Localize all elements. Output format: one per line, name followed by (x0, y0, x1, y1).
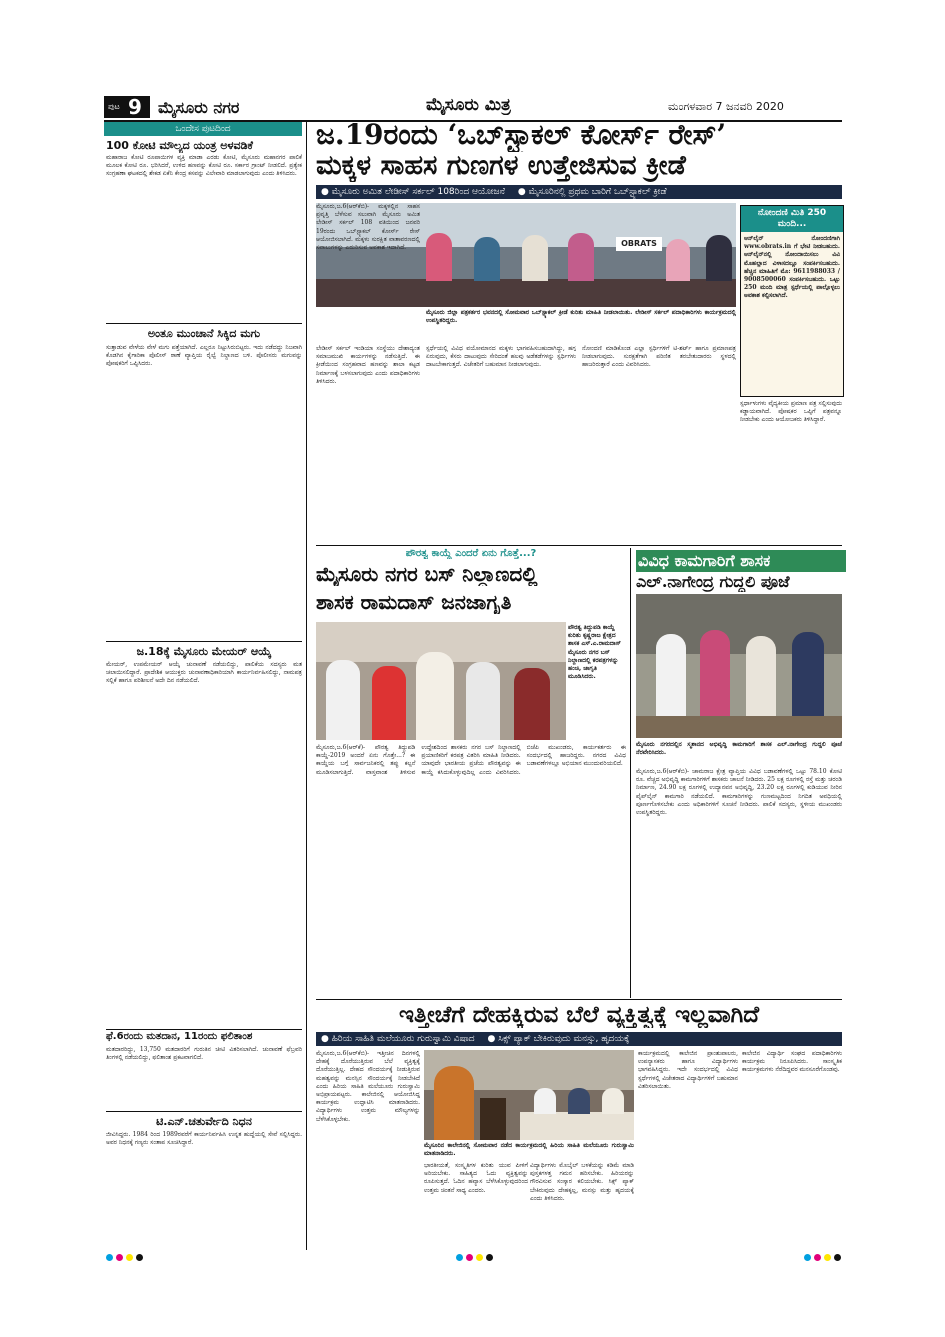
bottom-body-col-5: ಕಾಲೇಜಿನ ವಿದ್ಯಾರ್ಥಿ ಸಂಘದ ಪದಾಧಿಕಾರಿಗಳು ಕಾರ್ಯಕ್ರಮ ನಿರೂಪಿಸಿದರು. ಸಾಂಸ್ಕೃತಿಕ ಕಾರ್ಯಕ್ರಮಗಳು ನೆರೆದಿದ್ದವರ ಮನಸೂರೆಗೊಂಡವು. (742, 1050, 842, 1074)
mla-body: ಮೈಸೂರು,ಜ.6(ಆರ್‌ಕೆಬಿ)- ಚಾಮರಾಜ ಕ್ಷೇತ್ರ ವ್ಯಾಪ್ತಿಯ ವಿವಿಧ ಬಡಾವಣೆಗಳಲ್ಲಿ ಒಟ್ಟು 78.10 ಕೋಟಿ ರೂ. ವೆಚ್ಚದ ಅಭಿವೃದ್ಧಿ ಕಾಮಗಾರಿಗಳಿಗೆ ಶಾಸಕರು ಚಾಲನೆ ನೀಡಿದರು. 25 ಲಕ್ಷ ರೂಗಳಲ್ಲಿ ರಸ್ತೆ ಮತ್ತು ಚರಂಡಿ ನಿರ್ಮಾಣ, 24.90 ಲಕ್ಷ ರೂಗಳಲ್ಲಿ ಉದ್ಯಾನವನ ಅಭಿವೃದ್ಧಿ, 23.20 ಲಕ್ಷ ರೂಗಳಲ್ಲಿ ಕುಡಿಯುವ ನೀರಿನ ಪೈಪ್‌ಲೈನ್ ಕಾಮಗಾರಿ ನಡೆಯಲಿದೆ. ಕಾಮಗಾರಿಗಳನ್ನು ಗುಣಮಟ್ಟದಿಂದ ನಿಗದಿತ ಅವಧಿಯಲ್ಲಿ ಪೂರ್ಣಗೊಳಿಸಬೇಕು ಎಂದು ಅಧಿಕಾರಿಗಳಿಗೆ ಸೂಚನೆ ನೀಡಿದರು. ಪಾಲಿಕೆ ಸದಸ್ಯರು, ಸ್ಥಳೀಯ ಮುಖಂಡರು ಉಪಸ್ಥಿತರಿದ್ದರು. (636, 768, 842, 817)
story4-title: ಫೆ.6ರಂದು ಮತದಾನ, 11ರಂದು ಫಲಿತಾಂಶ (106, 1031, 253, 1042)
lead-headline-1: ಜ.19ರಂದು ‘ಒಬ್‌ಸ್ಟ್ಯಾಕಲ್ ಕೋರ್ಸ್ ರೇಸ್’ (316, 118, 727, 151)
story5-title: ಟಿ.ಎನ್.ಚತುರ್ವೇದಿ ನಿಧನ (156, 1115, 252, 1128)
bus-body: ಮೈಸೂರು,ಜ.6(ಆರ್‌ಕೆ)- ಪೌರತ್ವ ತಿದ್ದುಪಡಿ ಕಾಯ್ದೆ-2019 ಅಂದರೆ ಏನು ಗೊತ್ತೇ...? ಈ ಕಾಯ್ದೆಯ ಬಗ್ಗೆ ಸಾರ್ವಜನಿಕರಲ್ಲಿ ತಪ್ಪು ಕಲ್ಪನೆ ಮೂಡಿಸಲಾಗುತ್ತಿದೆ. ವಾಸ್ತವಾಂಶ ತಿಳಿಸುವ ಉದ್ದೇಶದಿಂದ ಶಾಸಕರು ನಗರ ಬಸ್ ನಿಲ್ದಾಣದಲ್ಲಿ ಪ್ರಯಾಣಿಕರಿಗೆ ಕರಪತ್ರ ವಿತರಿಸಿ ಮಾಹಿತಿ ನೀಡಿದರು. ಯಾವುದೇ ಭಾರತೀಯ ಪ್ರಜೆಯ ಪೌರತ್ವವನ್ನು ಈ ಕಾಯ್ದೆ ಕಸಿದುಕೊಳ್ಳುವುದಿಲ್ಲ ಎಂದು ವಿವರಿಸಿದರು. ಬಿಜೆಪಿ ಮುಖಂಡರು, ಕಾರ್ಯಕರ್ತರು ಈ ಸಂದರ್ಭದಲ್ಲಿ ಹಾಜರಿದ್ದರು. ನಗರದ ವಿವಿಧ ಬಡಾವಣೆಗಳಲ್ಲೂ ಅಭಿಯಾನ ಮುಂದುವರಿಯಲಿದೆ. (316, 744, 626, 776)
story2-title: ಅಂತೂ ಮುಂಚಾನೆ ಸಿಕ್ಕಿದ ಮಗು (147, 327, 261, 340)
reg-dot-magenta (466, 1254, 473, 1261)
reg-dot-cyan (804, 1254, 811, 1261)
page-label: ಪುಟ (108, 102, 120, 111)
registration-body: ಆನ್‌ಲೈನ್ ನೋಂದಣಿಗಾಗಿ www.obrats.in ಗೆ ಭೇಟಿ ನೀಡಬಹುದು. ಆನ್‌ಲೈನ್‌ನಲ್ಲಿ ನೋಂದಾಯಿಸಲು ವಿವಿ ಮೊಹಲ್ಲಾದ ವಿಳಾಸದಲ್ಲೂ ಸಂಪರ್ಕಿಸಬಹುದು. ಹೆಚ್ಚಿನ ಮಾಹಿತಿಗೆ ಮೊ: 9611988033 / 9008500060 ಸಂಪರ್ಕಿಸಬಹುದು. ಒಟ್ಟು 250 ಮಂದಿ ಮಾತ್ರ ಸ್ಪರ್ಧೆಯಲ್ಲಿ ಪಾಲ್ಗೊಳ್ಳಲು ಅವಕಾಶ ಕಲ್ಪಿಸಲಾಗಿದೆ. (744, 235, 840, 300)
reg-dot-black (834, 1254, 841, 1261)
bottom-kicker-2: ಸಿಕ್ಸ್ ಪ್ಯಾಕ್ ಬೇಕಿರುವುದು ಮನಸ್ಸು, ಹೃದಯಕ್ಕೆ (498, 1034, 630, 1044)
issue-date: ಮಂಗಳವಾರ 7 ಜನವರಿ 2020 (668, 100, 784, 113)
bus-kicker: ಪೌರತ್ವ ಕಾಯ್ದೆ ಎಂದರೆ ಏನು ಗೊತ್ತೆ...? (405, 548, 537, 559)
story3-body: ಮೇಯರ್, ಉಪಮೇಯರ್ ಆಯ್ಕೆ ಚುನಾವಣೆ ನಡೆಯಲಿದ್ದು, ಪಾಲಿಕೆಯ ಸದಸ್ಯರು ಮತ ಚಲಾಯಿಸಲಿದ್ದಾರೆ. ಪ್ರಾದೇಶಿಕ ಆಯುಕ್ತರು ಚುನಾವಣಾಧಿಕಾರಿಯಾಗಿ ಕಾರ್ಯನಿರ್ವಹಿಸಲಿದ್ದು, ನಾಮಪತ್ರ ಸಲ್ಲಿಕೆ ಹಾಗೂ ಪರಿಶೀಲನೆ ಅದೇ ದಿನ ನಡೆಯಲಿದೆ. (106, 661, 302, 685)
kicker-bullet: ● (487, 1034, 496, 1044)
mla-headline-1: ವಿವಿಧ ಕಾಮಗಾರಿಗೆ ಶಾಸಕ (636, 550, 846, 572)
lead-headline-2: ಮಕ್ಕಳ ಸಾಹಸ ಗುಣಗಳ ಉತ್ತೇಜಿಸುವ ಕ್ರೀಡೆ (316, 150, 686, 181)
lead-kicker-1: ಮೈಸೂರು ಅಮಿತ ಲೇಡೀಸ್ ಸರ್ಕಲ್ 108ರಿಂದ ಆಯೋಜನೆ (331, 187, 505, 197)
story5-body: ಜೀವಿಸಿದ್ದರು. 1984 ರಿಂದ 1989ರವರೆಗೆ ಕಾರ್ಯನಿರ್ವಹಿಸಿ ಉನ್ನತ ಹುದ್ದೆಯಲ್ಲಿ ಸೇವೆ ಸಲ್ಲಿಸಿದ್ದರು. ಅವರ ನಿಧನಕ್ಕೆ ಗಣ್ಯರು ಸಂತಾಪ ಸೂಚಿಸಿದ್ದಾರೆ. (106, 1131, 302, 1147)
reg-dot-magenta (116, 1254, 123, 1261)
page-number: 9 (128, 95, 142, 119)
bottom-headline: ಇತ್ತೀಚೆಗೆ ದೇಹಕ್ಕಿರುವ ಬೆಲೆ ವ್ಯಕ್ತಿತ್ವಕ್ಕೆ ಇಲ್ಲವಾಗಿದೆ (399, 1001, 759, 1028)
reg-dot-magenta (814, 1254, 821, 1261)
lead-photo-caption: ಮೈಸೂರು ಜಿಲ್ಲಾ ಪತ್ರಕರ್ತರ ಭವನದಲ್ಲಿ ಸೋಮವಾರ ಒಬ್‌ಸ್ಟ್ಯಾಕಲ್ ಕ್ರೀಡೆ ಕುರಿತು ಮಾಹಿತಿ ನೀಡಲಾಯಿತು. ಲೇಡೀಸ್ ಸರ್ಕಲ್ ಪದಾಧಿಕಾರಿಗಳು ಕಾರ್ಯಕ್ರಮದಲ್ಲಿ ಉಪಸ್ಥಿತರಿದ್ದರು. (426, 309, 736, 325)
lead-body-col-1: ಮೈಸೂರು,ಜ.6(ಆರ್‌ಕೆಬಿ)- ಮಕ್ಕಳಲ್ಲಿನ ಸಾಹಸ ಪ್ರವೃತ್ತಿ ಬೆಳೆಸುವ ಸಲುವಾಗಿ ಮೈಸೂರು ಅಮಿತ ಲೇಡೀಸ್ ಸರ್ಕಲ್ 108 ವತಿಯಿಂದ ಜನವರಿ 19ರಂದು ಒಬ್‌ಸ್ಟ್ಯಾಕಲ್ ಕೋರ್ಸ್ ರೇಸ್ ಆಯೋಜಿಸಲಾಗಿದೆ. ಮಕ್ಕಳು ಸುರಕ್ಷಿತ ವಾತಾವರಣದಲ್ಲಿ ಸವಾಲುಗಳನ್ನು ಎದುರಿಸುವ ಅವಕಾಶ ಇದಾಗಿದೆ. (316, 203, 420, 252)
obrats-banner: OBRATS (616, 237, 662, 251)
reg-dot-black (486, 1254, 493, 1261)
bottom-body-col-2: ಭಾರತೀಯತೆ, ಸಂಸ್ಕೃತಿಗಳ ಕುರಿತು ಯುವ ಪೀಳಿಗೆ ಅರಿಯಬೇಕು. ಸಾಹಿತ್ಯದ ಓದು ವ್ಯಕ್ತಿತ್ವವನ್ನು ರೂಪಿಸುತ್ತದೆ. ಓದಿನ ಹವ್ಯಾಸ ಬೆಳೆಸಿಕೊಳ್ಳುವುದರಿಂದ ಉತ್ತಮ ಚಿಂತನೆ ಸಾಧ್ಯ ಎಂದರು. (424, 1162, 528, 1194)
reg-dot-yellow (824, 1254, 831, 1261)
bottom-body-col-3: ವಿದ್ಯಾರ್ಥಿಗಳು ಮೊಬೈಲ್ ಬಳಕೆಯನ್ನು ಕಡಿಮೆ ಮಾಡಿ ಪುಸ್ತಕಗಳತ್ತ ಗಮನ ಹರಿಸಬೇಕು. ಹಿರಿಯರನ್ನು ಗೌರವಿಸುವ ಸಂಸ್ಕಾರ ಕಲಿಯಬೇಕು. ಸಿಕ್ಸ್ ಪ್ಯಾಕ್ ಬೇಕಿರುವುದು ದೇಹಕ್ಕಲ್ಲ, ಮನಸ್ಸು ಮತ್ತು ಹೃದಯಕ್ಕೆ ಎಂದು ತಿಳಿಸಿದರು. (530, 1162, 634, 1202)
story4-body: ಮತದಾರರಿದ್ದು, 13,750 ಮತದಾರರಿಗೆ ಗುರುತಿನ ಚೀಟಿ ವಿತರಿಸಲಾಗಿದೆ. ಚುನಾವಣೆ ಫೆಬ್ರವರಿ ತಿಂಗಳಲ್ಲಿ ನಡೆಯಲಿದ್ದು, ಫಲಿತಾಂಶ ಪ್ರಕಟವಾಗಲಿದೆ. (106, 1046, 302, 1062)
reg-dot-yellow (126, 1254, 133, 1261)
story1-title: 100 ಕೋಟಿ ಮೌಲ್ಯದ ಯಂತ್ರ ಅಳವಡಿಕೆ (106, 139, 253, 152)
story2-body: ಸುತ್ತಾಡುವ ವೇಳೆಯ ವೇಳೆ ಮಗು ಪತ್ತೆಯಾಗಿದೆ. ಎಲ್ಲರೂ ನಿಟ್ಟುಸಿರುಬಿಟ್ಟರು. ಇದು ನಡೆದದ್ದು ನಿಜವಾಗಿ ಕೊಡಗಿನ ಕೈಗಾರಿಕಾ ಪೊಲೀಸ್ ಠಾಣೆ ವ್ಯಾಪ್ತಿಯ ರೈಲ್ವೆ ನಿಲ್ದಾಣದ ಬಳಿ. ಪೊಲೀಸರು ಮಗುವನ್ನು ಪೋಷಕರಿಗೆ ಒಪ್ಪಿಸಿದರು. (106, 344, 302, 368)
kicker-bullet: ● (517, 187, 526, 197)
reg-dot-cyan (106, 1254, 113, 1261)
paper-name: ಮೈಸೂರು ಮಿತ್ರ (426, 95, 511, 115)
kicker-bullet: ● (321, 187, 329, 197)
story1-body: ಮಹಾರಾಜ ಕೋಟಿ ರೂಪಾಯಿಗಳ ವ್ಯಕ್ತಿ ಮಾಡಾ ಎರಡು ಕೋಟಿ, ಮೈಸೂರು ಮಹಾನಗರ ಪಾಲಿಕೆ ಮೂಲಕ ಕೋಟಿ ರೂ. ಭರಿಸಿದರೆ, ಉಳಿದ ಹಣವನ್ನು ಕೋಟಿ ರೂ. ಸರ್ಕಾರ ಗ್ರಾಂಟ್ ನೀಡಲಿದೆ. ಪ್ರತ್ಯೇಕ ಸಂಗ್ರಹಣಾ ಘಟಕದಲ್ಲಿ ಶೇಕಡ ಏಕೆನಿ ಕೇಂದ್ರ ಕಸವನ್ನು ವಿಲೇವಾರಿ ಮಾಡಲಾಗುವುದು ಎಂದು ತಿಳಿಸಿದರು. (106, 154, 302, 178)
lead-body-col-2: ಲೇಡೀಸ್ ಸರ್ಕಲ್ ಇಂಡಿಯಾ ಸಂಸ್ಥೆಯು ದೇಶಾದ್ಯಂತ ಸಮಾಜಮುಖಿ ಕಾರ್ಯಗಳನ್ನು ನಡೆಸುತ್ತಿದೆ. ಈ ಕ್ರೀಡೆಯಿಂದ ಸಂಗ್ರಹವಾದ ಹಣವನ್ನು ಶಾಲಾ ಕಟ್ಟಡ ನಿರ್ಮಾಣಕ್ಕೆ ಬಳಸಲಾಗುವುದು ಎಂದು ಪದಾಧಿಕಾರಿಗಳು ತಿಳಿಸಿದರು. (316, 345, 420, 385)
story3-title: ಜ.18ಕ್ಕೆ ಮೈಸೂರು ಮೇಯರ್ ಆಯ್ಕೆ (136, 645, 272, 658)
bus-headline-1: ಮೈಸೂರು ನಗರ ಬಸ್ ನಿಲ್ದಾಣದಲ್ಲಿ (316, 562, 538, 586)
bottom-kicker-1: ಹಿರಿಯ ಸಾಹಿತಿ ಮಲೆಯೂರು ಗುರುಸ್ವಾಮಿ ವಿಷಾದ (331, 1034, 475, 1044)
mla-photo-caption: ಮೈಸೂರು ನಗರದಲ್ಲಿನ ಸ್ಮಶಾನದ ಅಭಿವೃದ್ಧಿ ಕಾಮಗಾರಿಗೆ ಶಾಸಕ ಎಲ್.ನಾಗೇಂದ್ರ ಗುದ್ದಲಿ ಪೂಜೆ ನೆರವೇರಿಸಿದರು. (636, 741, 842, 757)
reg-dot-black (136, 1254, 143, 1261)
lead-body-col-4: ನೋಂದಣಿ ಮಾಡಿಕೊಂಡ ಎಲ್ಲಾ ಸ್ಪರ್ಧಿಗಳಿಗೆ ಟಿ-ಶರ್ಟ್ ಹಾಗೂ ಪ್ರಮಾಣಪತ್ರ ನೀಡಲಾಗುವುದು. ಸುರಕ್ಷತೆಗಾಗಿ ಪರಿಣಿತ ತರಬೇತುದಾರರು ಸ್ಥಳದಲ್ಲಿ ಹಾಜರಿರುತ್ತಾರೆ ಎಂದು ವಿವರಿಸಿದರು. (582, 345, 736, 369)
lead-kicker-2: ಮೈಸೂರಿನಲ್ಲಿ ಪ್ರಥಮ ಬಾರಿಗೆ ಒಬ್‌ಸ್ಟ್ಯಾಕಲ್ ಕ್ರೀಡೆ (528, 187, 667, 197)
bottom-body-col-1: ಮೈಸೂರು,ಜ.6(ಆರ್‌ಕೆಬಿ)- ಇತ್ತೀಚಿನ ದಿನಗಳಲ್ಲಿ ದೇಹಕ್ಕೆ ದೊರೆಯುತ್ತಿರುವ ಬೆಲೆ ವ್ಯಕ್ತಿತ್ವಕ್ಕೆ ದೊರೆಯುತ್ತಿಲ್ಲ. ದೇಹದ ಸೌಂದರ್ಯಕ್ಕೆ ನೀಡುತ್ತಿರುವ ಮಹತ್ವವನ್ನು ಮನಸ್ಸಿನ ಸೌಂದರ್ಯಕ್ಕೆ ನೀಡಬೇಕಿದೆ ಎಂದು ಹಿರಿಯ ಸಾಹಿತಿ ಮಲೆಯೂರು ಗುರುಸ್ವಾಮಿ ಅಭಿಪ್ರಾಯಪಟ್ಟರು. ಕಾಲೇಜಿನಲ್ಲಿ ಆಯೋಜಿಸಿದ್ದ ಕಾರ್ಯಕ್ರಮ ಉದ್ಘಾಟಿಸಿ ಮಾತನಾಡಿದರು. ವಿದ್ಯಾರ್ಥಿಗಳು ಉತ್ತಮ ಮೌಲ್ಯಗಳನ್ನು ಬೆಳೆಸಿಕೊಳ್ಳಬೇಕು. (316, 1050, 420, 1123)
bus-headline-2: ಶಾಸಕ ರಾಮದಾಸ್ ಜನಜಾಗೃತಿ (316, 590, 512, 614)
registration-title: ನೋಂದಣಿ ಮಿತಿ 250 ಮಂದಿ... (741, 206, 843, 232)
reg-dot-yellow (476, 1254, 483, 1261)
reg-dot-cyan (456, 1254, 463, 1261)
bottom-body-col-4: ಕಾರ್ಯಕ್ರಮದಲ್ಲಿ ಕಾಲೇಜಿನ ಪ್ರಾಂಶುಪಾಲರು, ಉಪನ್ಯಾಸಕರು ಹಾಗೂ ವಿದ್ಯಾರ್ಥಿಗಳು ಭಾಗವಹಿಸಿದ್ದರು. ಇದೇ ಸಂದರ್ಭದಲ್ಲಿ ವಿವಿಧ ಸ್ಪರ್ಧೆಗಳಲ್ಲಿ ವಿಜೇತರಾದ ವಿದ್ಯಾರ್ಥಿಗಳಿಗೆ ಬಹುಮಾನ ವಿತರಿಸಲಾಯಿತು. (638, 1050, 738, 1090)
lead-body-col-3: ಸ್ಪರ್ಧೆಯಲ್ಲಿ ವಿವಿಧ ವಯೋಮಾನದ ಮಕ್ಕಳು ಭಾಗವಹಿಸಬಹುದಾಗಿದ್ದು, ಹಗ್ಗ ಏರುವುದು, ಕೆಸರು ದಾಟುವುದು ಸೇರಿದಂತೆ ಹಲವು ಅಡೆತಡೆಗಳನ್ನು ಸ್ಪರ್ಧಿಗಳು ದಾಟಬೇಕಾಗುತ್ತದೆ. ವಿಜೇತರಿಗೆ ಬಹುಮಾನ ನೀಡಲಾಗುವುದು. (426, 345, 576, 369)
mla-headline-2: ಎಲ್.ನಾಗೇಂದ್ರ ಗುದ್ದಲಿ ಪೂಜೆ (636, 572, 790, 591)
kicker-bullet: ● (321, 1034, 329, 1044)
left-column-header: ಒಂದೇಸ ಪುಟದಿಂದ (104, 122, 302, 136)
bottom-photo-caption: ಮೈಸೂರಿನ ಕಾಲೇಜಿನಲ್ಲಿ ಸೋಮವಾರ ನಡೆದ ಕಾರ್ಯಕ್ರಮದಲ್ಲಿ ಹಿರಿಯ ಸಾಹಿತಿ ಮಲೆಯೂರು ಗುರುಸ್ವಾಮಿ ಮಾತನಾಡಿದರು. (424, 1142, 634, 1158)
registration-body-2: ಸ್ಪರ್ಧಾಳುಗಳು ವೈದ್ಯಕೀಯ ಪ್ರಮಾಣ ಪತ್ರ ಸಲ್ಲಿಸುವುದು ಕಡ್ಡಾಯವಾಗಿದೆ. ಪೋಷಕರ ಒಪ್ಪಿಗೆ ಪತ್ರವನ್ನೂ ನೀಡಬೇಕು ಎಂದು ಆಯೋಜಕರು ತಿಳಿಸಿದ್ದಾರೆ. (740, 400, 842, 424)
bus-photo-caption: ಪೌರತ್ವ ತಿದ್ದುಪಡಿ ಕಾಯ್ದೆ ಕುರಿತು ಕೃಷ್ಣರಾಜ ಕ್ಷೇತ್ರದ ಶಾಸಕ ಎಸ್.ಎ.ರಾಮದಾಸ್ ಮೈಸೂರು ನಗರ ಬಸ್ ನಿಲ್ದಾಣದಲ್ಲಿ ಕರಪತ್ರಗಳನ್ನು ಹಂಚಿ, ಜಾಗೃತಿ ಮೂಡಿಸಿದರು. (568, 624, 621, 681)
section-title: ಮೈಸೂರು ನಗರ (158, 98, 240, 117)
